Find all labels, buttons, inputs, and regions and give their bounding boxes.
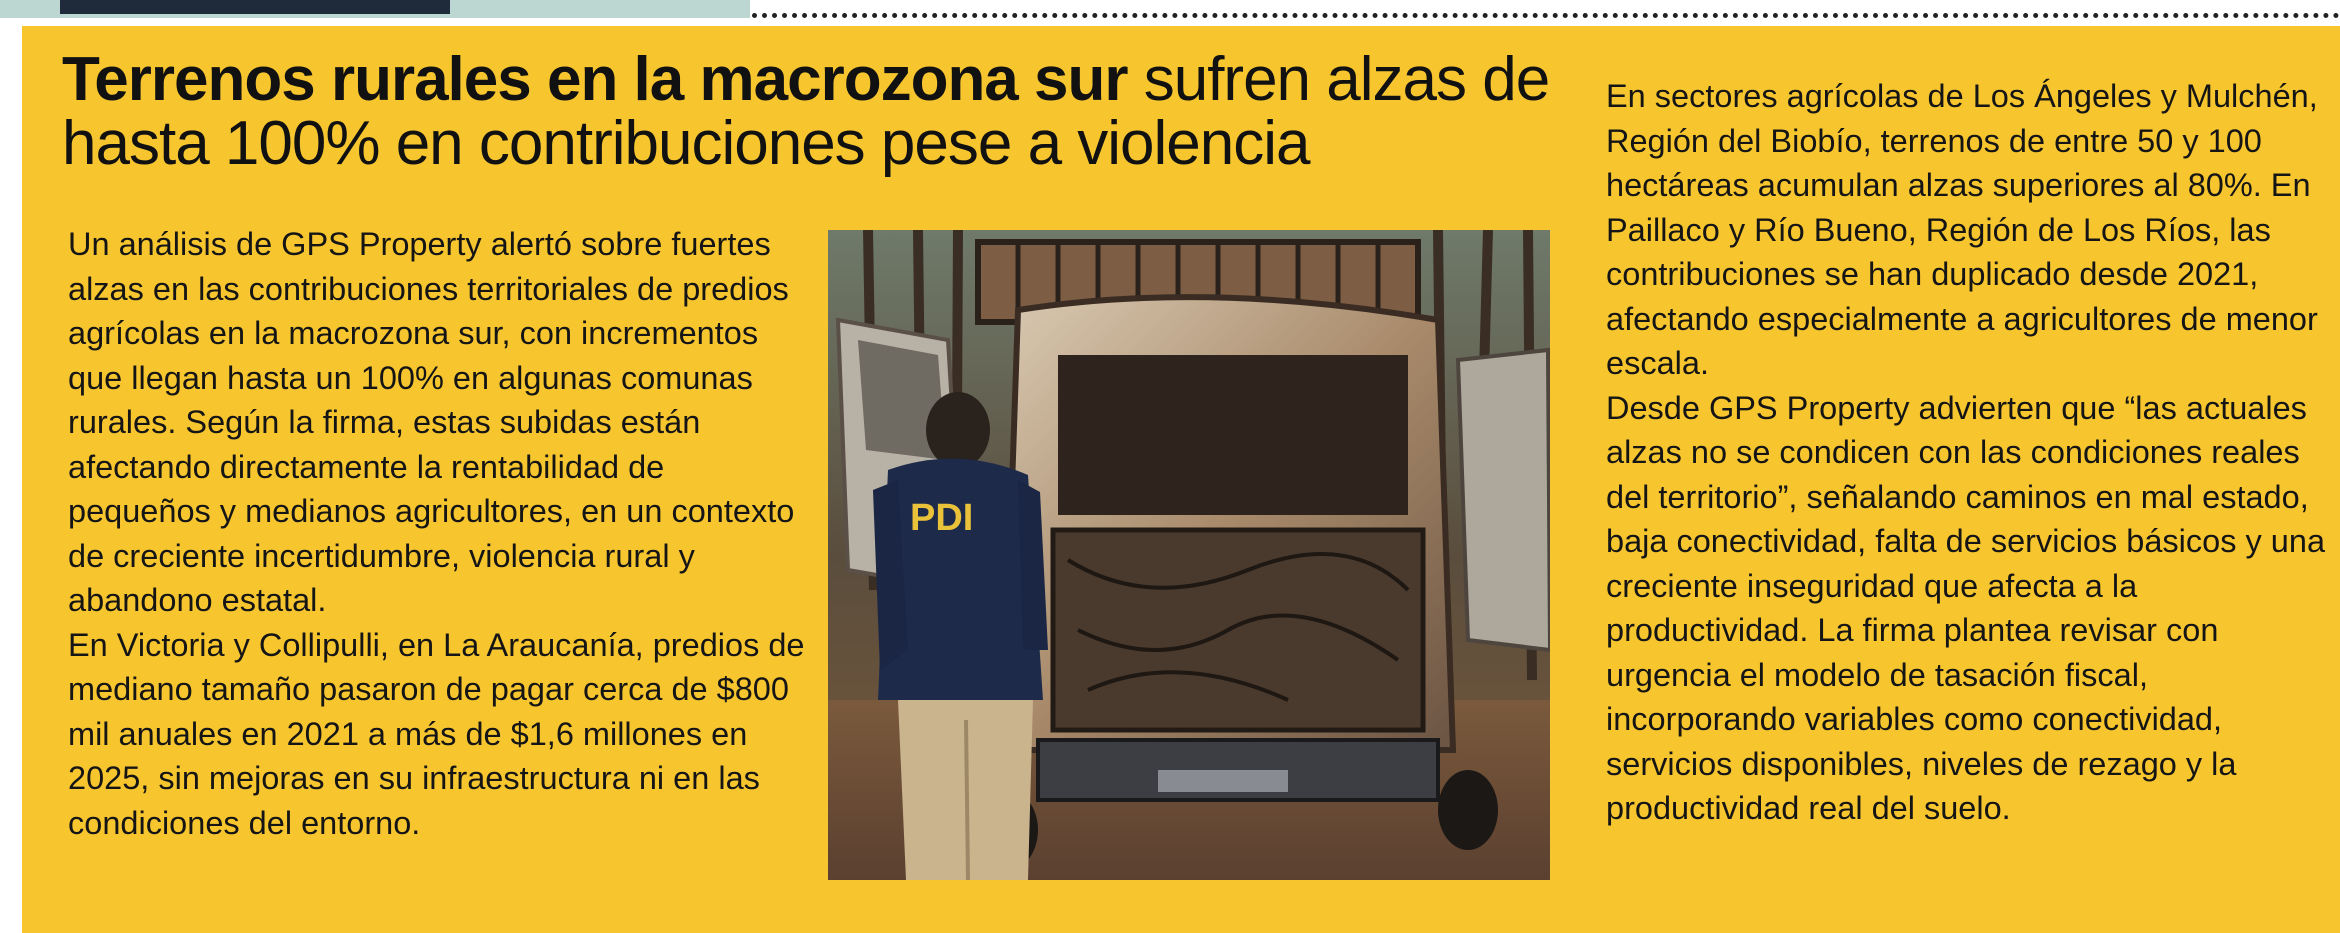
burned-truck-photo xyxy=(828,230,1550,880)
officer-head xyxy=(926,392,990,468)
photo-illustration xyxy=(828,230,1550,880)
cab-window-opening xyxy=(1058,355,1408,515)
previous-photo-dark-area xyxy=(60,0,450,14)
headline-bold: Terrenos rurales en la macrozona sur xyxy=(62,45,1128,114)
jacket-pdi-text: PDI xyxy=(910,497,974,539)
left-paragraph-2: En Victoria y Collipulli, en La Araucanía, predios de mediano tamaño pasaron de pagar cerca de $800 mil anuales en 2021 a más de $1,6 millones en 2025, sin mejoras en su infraestructura ni en las condiciones del entorno. xyxy=(68,626,805,841)
right-paragraph-1: En sectores agrícolas de Los Ángeles y Mulchén, Región del Biobío, terrenos de entre 50 y 100 hectáreas acumulan alzas superiores al 80%. En Paillaco y Río Bueno, Región de Los Ríos, las contribuciones se han duplicado desde 2021, afectando especialmente a agricultores de menor escala. xyxy=(1606,78,2318,381)
dotted-divider xyxy=(752,13,2340,18)
bumper-step xyxy=(1158,770,1288,792)
article-headline xyxy=(62,45,1572,178)
left-paragraph-1: Un análisis de GPS Property alertó sobre fuertes alzas en las contribuciones territoriales de predios agrícolas en la macrozona sur, con incrementos que llegan hasta un 100% en algunas comunas rurales. Según la firma, estas subidas están afectando directamente la rentabilidad de pequeños y medianos agricultores, en un contexto de creciente incertidumbre, violencia rural y abandono estatal. xyxy=(68,226,795,618)
right-paragraph-2: Desde GPS Property advierten que “las actuales alzas no se condicen con las condiciones reales del territorio”, señalando caminos en mal estado, baja conectividad, falta de servicios básicos y una creciente inseguridad que afecta a la productividad. La firma plantea revisar con urgencia el modelo de tasación fiscal, incorporando variables como conectividad, servicios disponibles, niveles de rezago y la productividad real del suelo. xyxy=(1606,389,2326,826)
wheel-right xyxy=(1438,770,1498,850)
headline-rest: sufren alzas de hasta 100% en contribuciones pese a violencia xyxy=(62,45,1550,178)
left-column xyxy=(68,222,808,845)
pants-seam xyxy=(966,720,968,880)
cab-front-grille xyxy=(1053,530,1423,730)
truck-door-right xyxy=(1458,350,1550,650)
top-strip xyxy=(0,0,2340,22)
right-column xyxy=(1606,74,2326,831)
